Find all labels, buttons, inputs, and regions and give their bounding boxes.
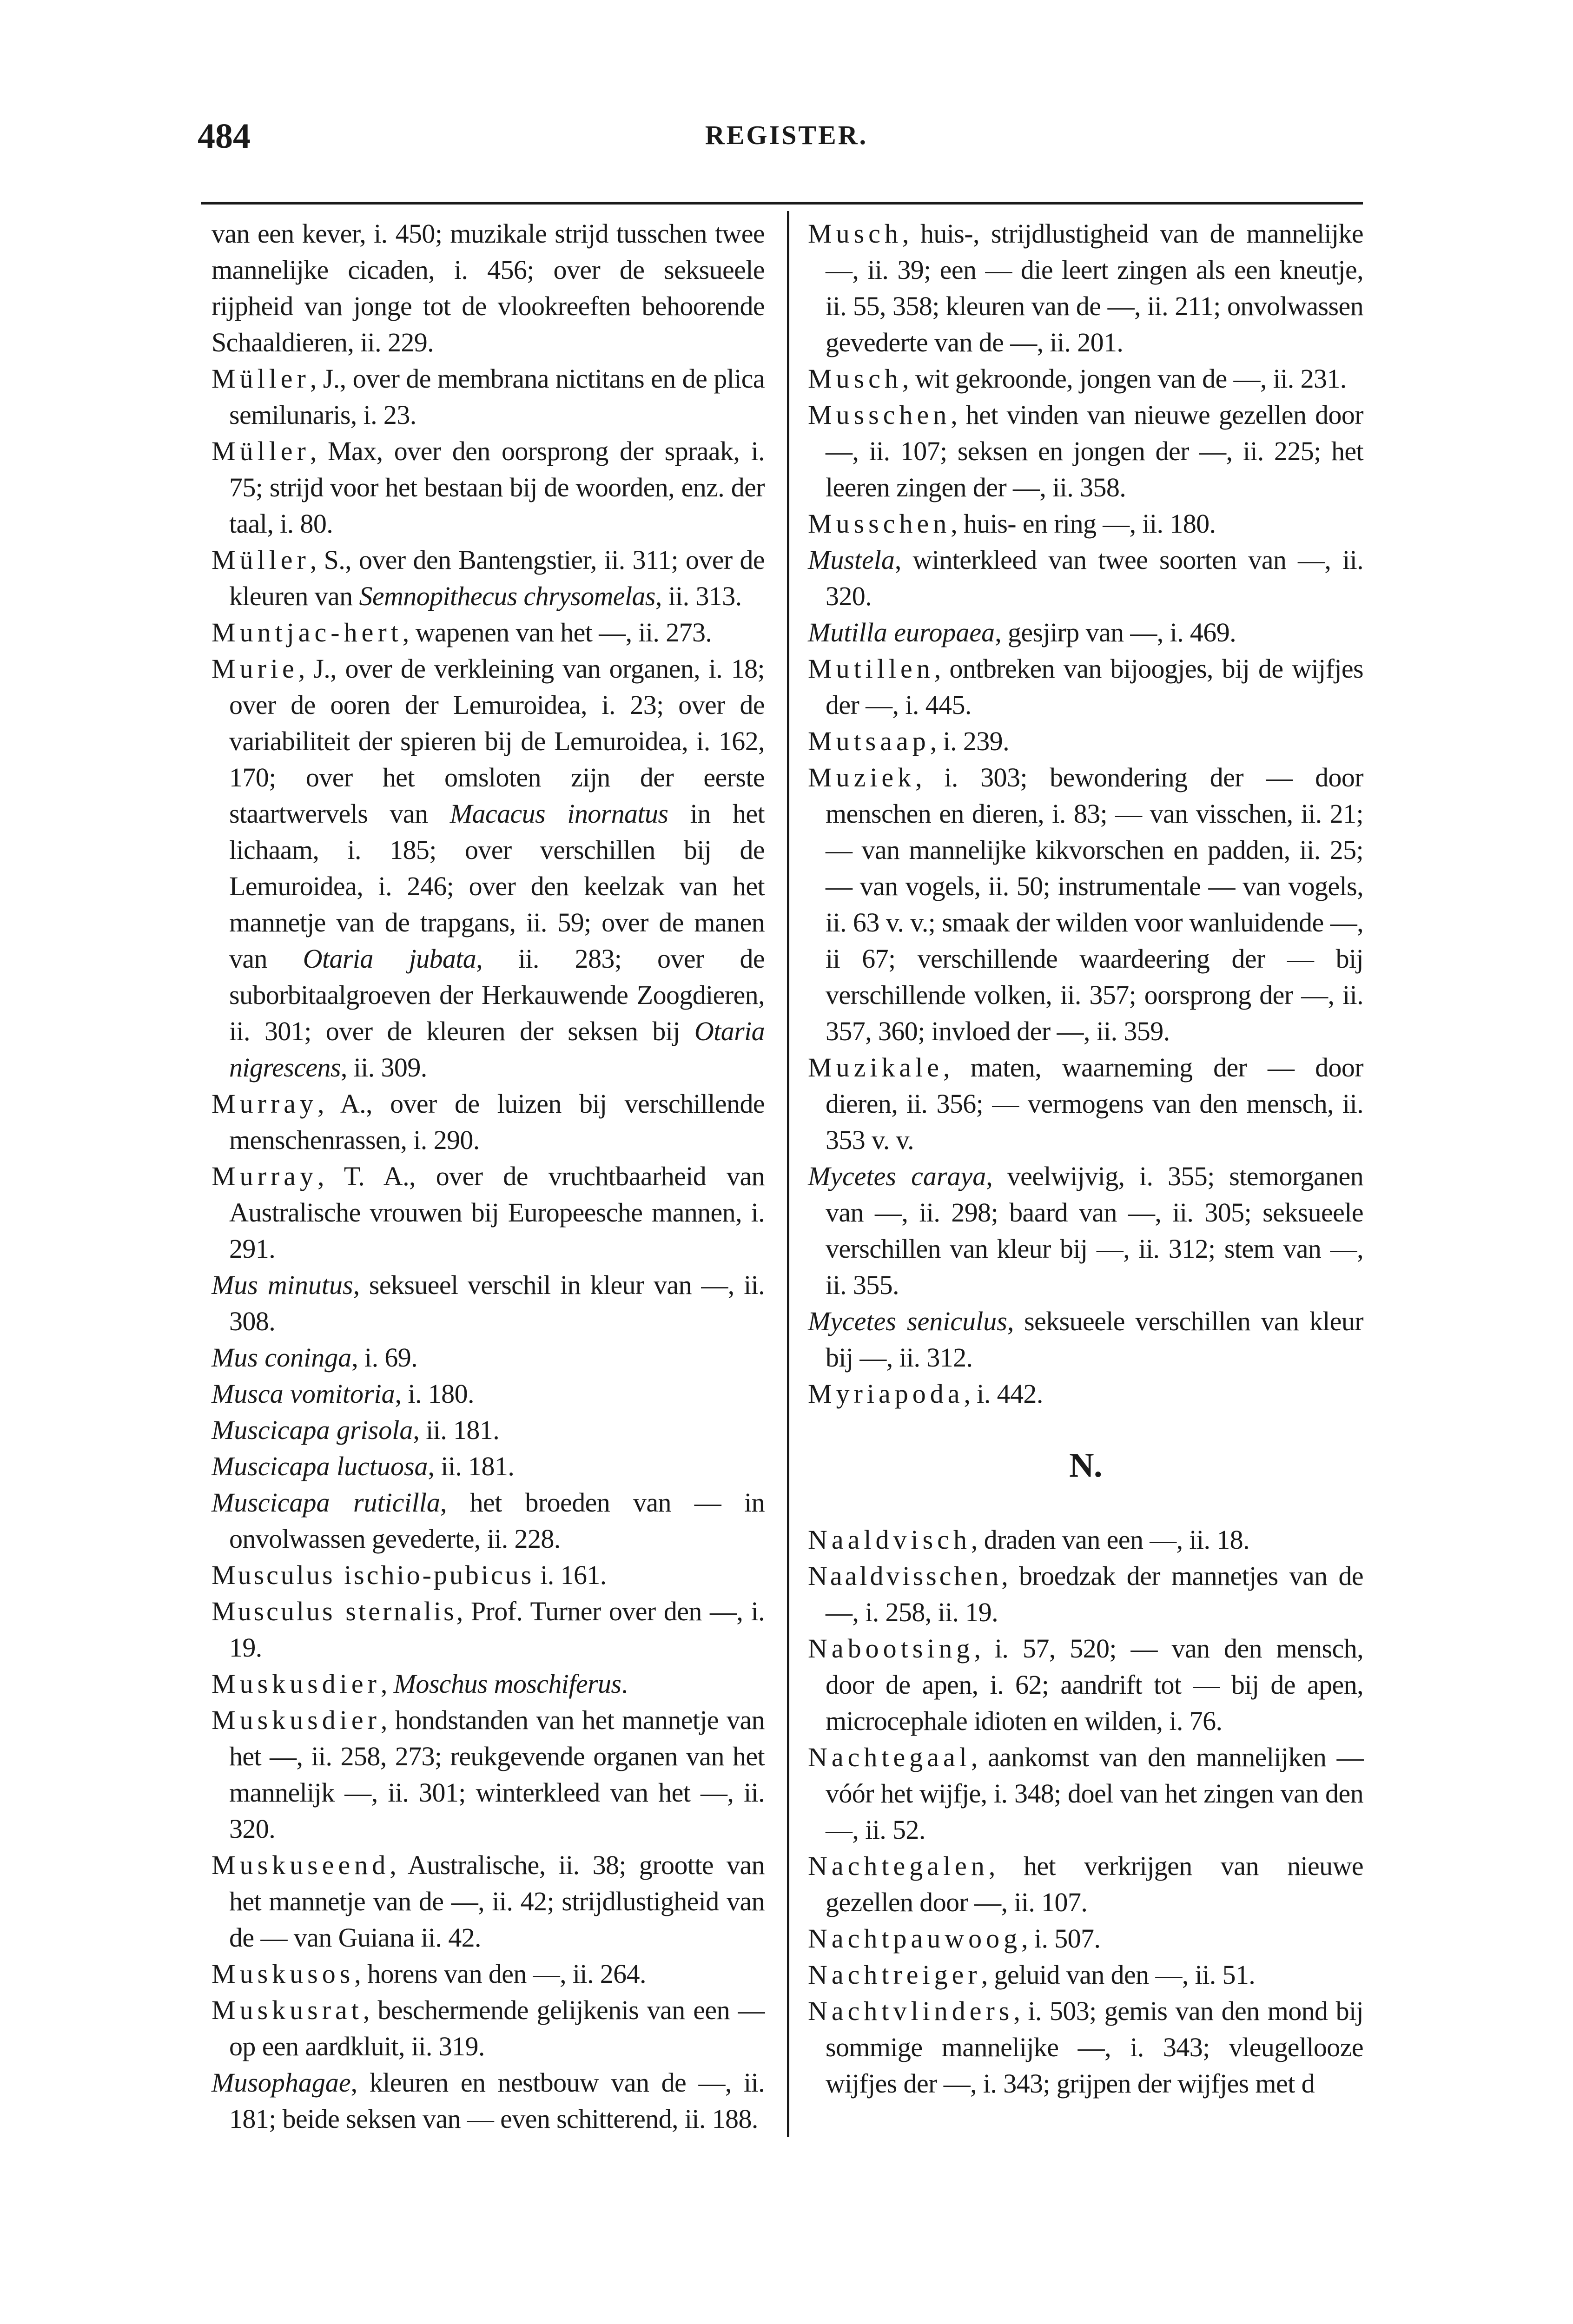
- entry-head: Musca vomitoria: [211, 1379, 395, 1409]
- entry-head: Musschen: [808, 400, 951, 430]
- entry-head: Musculus sternalis: [211, 1596, 456, 1626]
- index-entry: van een kever, i. 450; muzikale strijd tusschen twee mannelijke cicaden, i. 456; over de seksueele rijpheid van jonge tot de vlookreeften behoorende Schaaldieren, ii. 229.: [211, 218, 765, 357]
- entry-head: Murray: [211, 1161, 317, 1191]
- index-entry: Musculus ischio-pubicus i. 161.: [211, 1560, 607, 1590]
- entry-head: Muzikale: [808, 1052, 944, 1083]
- entry-head: Muskuseend: [211, 1850, 390, 1880]
- index-entry: Murie, J., over de verkleining van organen, i. 18; over de ooren der Lemuroidea, i. 23; over de variabiliteit der spieren bij de Lemuroidea, i. 162, 170; over het omsloten zijn der eerste staartwervels van Macacus inornatus in het lichaam, i. 185; over verschillen bij de Lemuroidea, i. 246; over den keelzak van het mannetje van de trapgans, ii. 59; over de manen van Otaria jubata, ii. 283; over de suborbitaalgroeven der Herkauwende Zoogdieren, ii. 301; over de kleuren der seksen bij Otaria nigrescens, ii. 309.: [211, 654, 765, 1083]
- index-entry: Muscicapa ruticilla, het broeden van — in onvolwassen gevederte, ii. 228.: [211, 1487, 765, 1554]
- index-entry: Mutillen, ontbreken van bijoogjes, bij de wijfjes der —, i. 445.: [808, 654, 1363, 720]
- index-entry: Myriapoda, i. 442.: [808, 1379, 1043, 1409]
- entry-head: Mycetes caraya: [808, 1161, 986, 1191]
- index-entry: Nabootsing, i. 57, 520; — van den mensch, door de apen, i. 62; aandrift tot — bij de apen, microcephale idioten en wilden, i. 76.: [808, 1633, 1363, 1736]
- index-entry: Naaldvisch, draden van een —, ii. 18.: [808, 1525, 1249, 1555]
- index-entry: Musophagae, kleuren en nestbouw van de —, ii. 181; beide seksen van — even schitterend, ii. 188.: [211, 2067, 765, 2134]
- page-number: 484: [198, 117, 251, 156]
- entry-head: Musch: [808, 363, 902, 394]
- left-column: [211, 216, 765, 2137]
- right-column: [808, 216, 1363, 2137]
- index-entry: Muzikale, maten, waarneming der — door dieren, ii. 356; — vermogens van den mensch, ii. 353 v. v.: [808, 1052, 1363, 1155]
- index-entry: Muziek, i. 303; bewondering der — door menschen en dieren, i. 83; — van visschen, ii. 21; — van mannelijke kikvorschen en padden, ii. 25; — van vogels, ii. 50; instrumentale — van vogels, ii. 63 v. v.; smaak der wilden voor wanluidende —, ii 67; verschillende waardeering der — bij verschillende volken, ii. 357; oorsprong der —, ii. 357, 360; invloed der —, ii. 359.: [808, 762, 1363, 1046]
- entry-head: Muziek: [808, 762, 916, 792]
- column-divider: [787, 211, 789, 2137]
- header-rule: [201, 202, 1363, 205]
- entry-head: Musophagae: [211, 2067, 351, 2098]
- index-entry: Nachtegaal, aankomst van den mannelijken — vóór het wijfje, i. 348; doel van het zingen van den —, ii. 52.: [808, 1742, 1363, 1845]
- index-entry: Müller, J., over de membrana nictitans en de plica semilunaris, i. 23.: [211, 363, 765, 430]
- entry-head: Muskusrat: [211, 1995, 363, 2025]
- index-entry: Mutilla europaea, gesjirp van —, i. 469.: [808, 617, 1236, 647]
- entry-head: Mus coninga: [211, 1342, 352, 1373]
- index-entry: Muskusdier, Moschus moschiferus.: [211, 1669, 628, 1699]
- index-entry: Mustela, winterkleed van twee soorten van —, ii. 320.: [808, 545, 1363, 611]
- index-entry: Musca vomitoria, i. 180.: [211, 1379, 474, 1409]
- index-entry: Musch, wit gekroonde, jongen van de —, ii. 231.: [808, 363, 1347, 394]
- entry-head: Müller: [211, 545, 310, 575]
- entry-head: Mustela: [808, 545, 895, 575]
- entry-head: Nachtreiger: [808, 1960, 981, 1990]
- index-entry: Muskuseend, Australische, ii. 38; grootte van het mannetje van de —, ii. 42; strijdlustigheid van de — van Guiana ii. 42.: [211, 1850, 765, 1953]
- entry-head: Myriapoda: [808, 1379, 964, 1409]
- index-entry: Müller, S., over den Bantengstier, ii. 311; over de kleuren van Semnopithecus chrysomelas, ii. 313.: [211, 545, 765, 611]
- index-entry: Naaldvisschen, broedzak der mannetjes van de —, i. 258, ii. 19.: [808, 1561, 1363, 1627]
- index-entry: Muskusos, horens van den —, ii. 264.: [211, 1959, 646, 1989]
- page-header: [0, 119, 1573, 202]
- entry-head: Mutilla europaea: [808, 617, 995, 647]
- index-entry: Nachtegalen, het verkrijgen van nieuwe gezellen door —, ii. 107.: [808, 1851, 1363, 1917]
- entry-head: Muskusdier: [211, 1705, 381, 1735]
- entry-head: Mus minutus: [211, 1270, 353, 1300]
- entry-head: Nabootsing: [808, 1633, 974, 1664]
- entry-head: Mycetes seniculus: [808, 1306, 1007, 1336]
- entry-head: Nachtegaal: [808, 1742, 971, 1772]
- index-entry: Mus minutus, seksueel verschil in kleur van —, ii. 308.: [211, 1270, 765, 1336]
- index-entry: Müller, Max, over den oorsprong der spraak, i. 75; strijd voor het bestaan bij de woorden, enz. der taal, i. 80.: [211, 436, 765, 539]
- index-entry: Mus coninga, i. 69.: [211, 1342, 418, 1373]
- index-entry: Muscicapa grisola, ii. 181.: [211, 1415, 500, 1445]
- entry-head: Musch: [808, 218, 902, 249]
- index-entry: Nachtreiger, geluid van den —, ii. 51.: [808, 1960, 1256, 1990]
- entry-head: Mutillen: [808, 654, 934, 684]
- index-entry: Musch, huis-, strijdlustigheid van de mannelijke —, ii. 39; een — die leert zingen als een kneutje, ii. 55, 358; kleuren van de —, ii. 211; onvolwassen gevederte van de —, ii. 201.: [808, 218, 1363, 357]
- entry-head: Nachtegalen: [808, 1851, 989, 1881]
- index-entry: Muskusrat, beschermende gelijkenis van een — op een aardkluit, ii. 319.: [211, 1995, 765, 2061]
- index-entry: Nachtpauwoog, i. 507.: [808, 1923, 1101, 1954]
- index-entry: Musschen, huis- en ring —, ii. 180.: [808, 508, 1216, 539]
- running-head: REGISTER.: [705, 120, 868, 150]
- entry-head: Muskusdier: [211, 1669, 381, 1699]
- entry-head: Naaldvisschen: [808, 1561, 1002, 1591]
- index-entry: Muskusdier, hondstanden van het mannetje van het —, ii. 258, 273; reukgevende organen van het mannelijk —, ii. 301; winterkleed van het —, ii. 320.: [211, 1705, 765, 1844]
- section-letter-heading: N.: [1069, 1446, 1102, 1485]
- index-entry: Mycetes seniculus, seksueele verschillen van kleur bij —, ii. 312.: [808, 1306, 1363, 1373]
- entry-head: Muscicapa ruticilla: [211, 1487, 440, 1518]
- entry-head: Nachtpauwoog: [808, 1923, 1022, 1954]
- index-entry: Musculus sternalis, Prof. Turner over den —, i. 19.: [211, 1596, 765, 1663]
- index-entry: Muscicapa luctuosa, ii. 181.: [211, 1451, 515, 1481]
- two-column-body: [211, 216, 1363, 2137]
- entry-head: Muscicapa luctuosa: [211, 1451, 428, 1481]
- entry-head: Muscicapa grisola: [211, 1415, 413, 1445]
- entry-head: Müller: [211, 363, 310, 394]
- entry-head: Muntjac-hert: [211, 617, 403, 647]
- index-entry: Mutsaap, i. 239.: [808, 726, 1009, 756]
- entry-head: Naaldvisch: [808, 1525, 971, 1555]
- entry-head: Muskusos: [211, 1959, 355, 1989]
- index-entry: Nachtvlinders, i. 503; gemis van den mond bij sommige mannelijke —, i. 343; vleugellooze wijfjes der —, i. 343; grijpen der wijfjes met d: [808, 1996, 1363, 2099]
- entry-head: Müller: [211, 436, 310, 466]
- entry-head: Mutsaap: [808, 726, 930, 756]
- index-entry: Murray, A., over de luizen bij verschillende menschenrassen, i. 290.: [211, 1089, 765, 1155]
- index-entry: Musschen, het vinden van nieuwe gezellen door —, ii. 107; seksen en jongen der —, ii. 225; het leeren zingen der —, ii. 358.: [808, 400, 1363, 502]
- index-entry: Mycetes caraya, veelwijvig, i. 355; stemorganen van —, ii. 298; baard van —, ii. 305; seksueele verschillen van kleur bij —, ii. 312; stem van —, ii. 355.: [808, 1161, 1363, 1300]
- entry-head: Murray: [211, 1089, 317, 1119]
- entry-head: Murie: [211, 654, 298, 684]
- index-entry: Muntjac-hert, wapenen van het —, ii. 273.: [211, 617, 712, 647]
- entry-head: Musschen: [808, 508, 951, 539]
- entry-head: Musculus ischio-pubicus: [211, 1560, 534, 1590]
- entry-head: Nachtvlinders: [808, 1996, 1014, 2026]
- index-entry: Murray, T. A., over de vruchtbaarheid van Australische vrouwen bij Europeesche mannen, i. 291.: [211, 1161, 765, 1264]
